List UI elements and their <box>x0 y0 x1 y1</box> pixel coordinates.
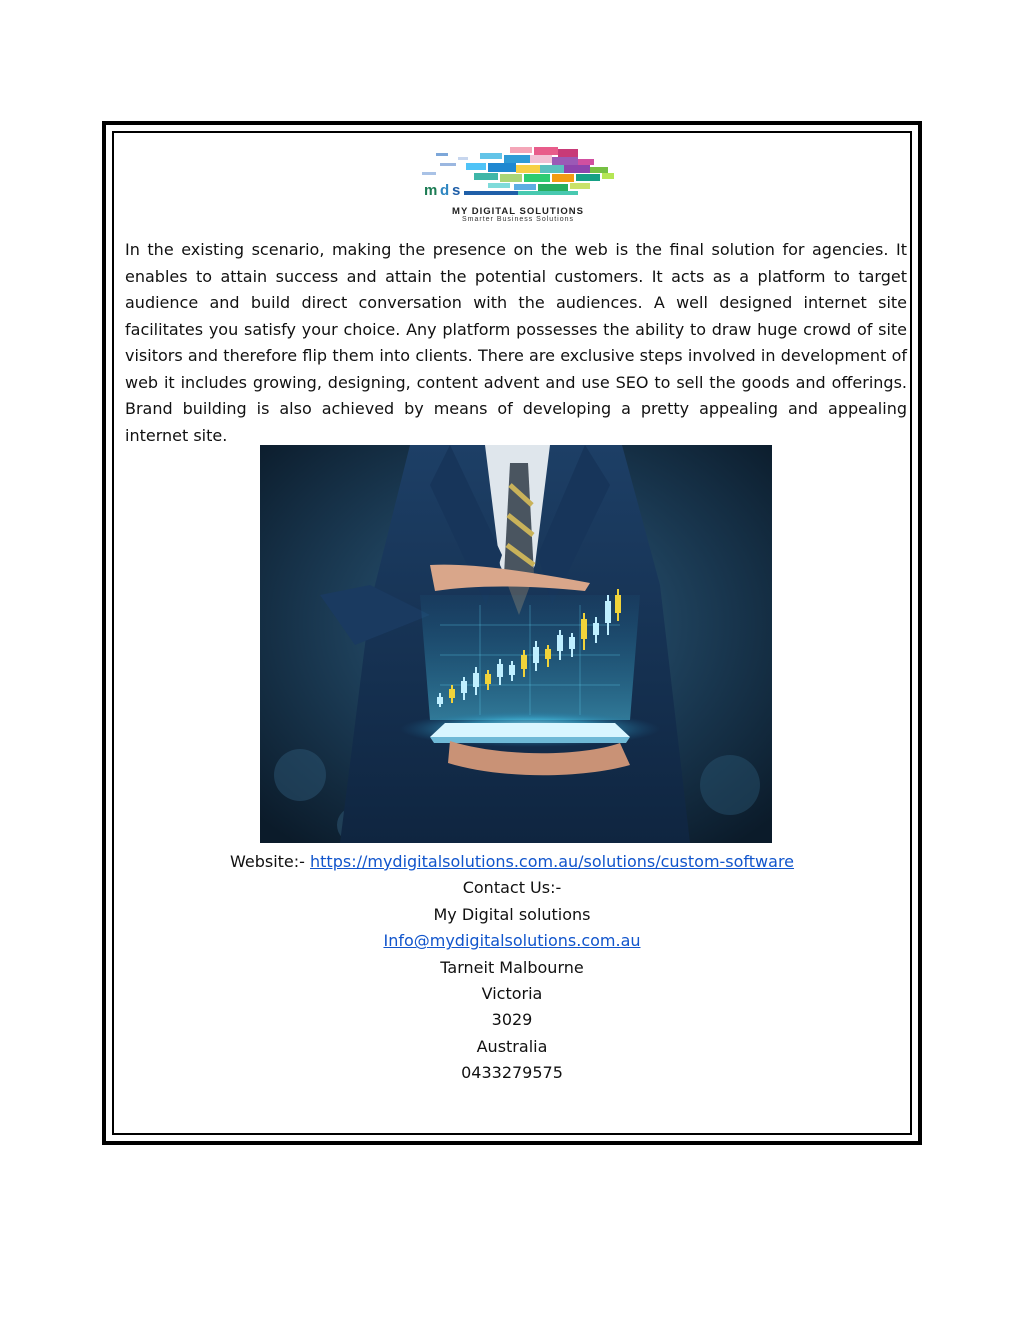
logo-company-name: MY DIGITAL SOLUTIONS <box>452 206 584 217</box>
email-link[interactable]: Info@mydigitalsolutions.com.au <box>383 931 641 951</box>
postcode: 3029 <box>491 1010 533 1030</box>
logo-graphic <box>418 143 618 205</box>
hero-image-businessman-chart <box>260 445 772 843</box>
phone-number: 0433279575 <box>461 1063 563 1083</box>
intro-paragraph: In the existing scenario, making the presence on the web is the final solution for agencies. It enables to attain success and attain the potential customers. It acts as a platform to target audience and build direct conversation with the audiences. A well designed internet site facilitates you satisfy your choice. Any platform possesses the ability to draw huge crowd of site visitors and therefore flip them into clients. There are exclusive steps involved in development of web it includes growing, designing, content advent and use SEO to sell the goods and offerings. Brand building is also achieved by means of developing a pretty appealing and appealing internet site. <box>125 240 907 445</box>
page-border-inner <box>112 131 912 1135</box>
company-logo <box>418 143 618 225</box>
contact-block <box>114 849 910 1087</box>
website-link[interactable]: https://mydigitalsolutions.com.au/solutions/custom-software <box>310 852 795 871</box>
svg-text:d: d <box>440 182 450 199</box>
website-line <box>114 849 910 875</box>
svg-text:s: s <box>452 182 461 199</box>
company-name: My Digital solutions <box>433 904 591 924</box>
website-label: Website:- <box>229 852 311 871</box>
country: Australia <box>476 1036 548 1056</box>
logo-tagline: Smarter Business Solutions <box>462 216 574 223</box>
state: Victoria <box>481 984 543 1004</box>
contact-heading: Contact Us:- <box>462 878 562 898</box>
page-border-outer <box>102 121 922 1145</box>
address-line: Tarneit Malbourne <box>440 957 584 977</box>
svg-text:m: m <box>424 182 438 199</box>
